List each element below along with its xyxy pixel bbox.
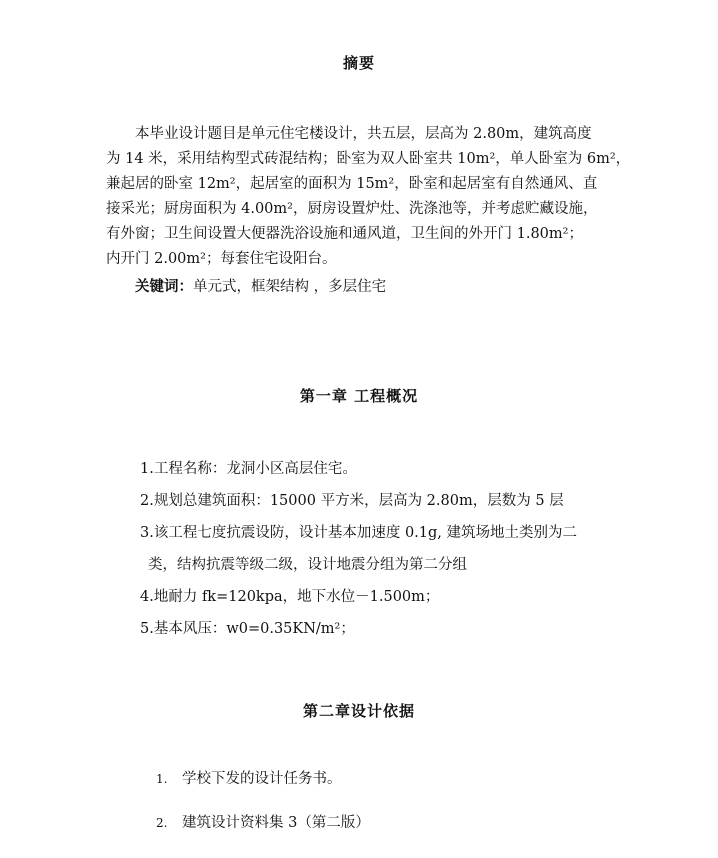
list-item: 5.基本风压：w0=0.35KN/m²； bbox=[140, 621, 355, 637]
abstract-line: 有外窗；卫生间设置大便器洗浴设施和通风道，卫生间的外开门 1.80m²； bbox=[106, 226, 583, 242]
keywords-label: 关键词： bbox=[135, 279, 193, 295]
list-item bbox=[156, 809, 370, 853]
chapter2-title: 第二章设计依据 bbox=[302, 702, 415, 720]
list-text: 建筑设计资料集 3（第二版） bbox=[182, 815, 370, 831]
keywords bbox=[135, 276, 386, 298]
chapter2-list bbox=[156, 765, 370, 853]
abstract-title: 摘要 bbox=[342, 54, 375, 72]
list-number: 1. bbox=[156, 772, 168, 786]
list-item bbox=[156, 765, 370, 809]
list-item: 2.规划总建筑面积：15000 平方米，层高为 2.80m，层数为 5 层 bbox=[140, 493, 564, 509]
keywords-value: 单元式，框架结构 ，多层住宅 bbox=[193, 279, 387, 295]
chapter1-title: 第一章 工程概况 bbox=[299, 387, 419, 405]
list-item: 类，结构抗震等级二级，设计地震分组为第二分组 bbox=[148, 557, 467, 573]
list-item: 3.该工程七度抗震设防，设计基本加速度 0.1g, 建筑场地土类别为二 bbox=[140, 525, 578, 541]
abstract-line: 本毕业设计题目是单元住宅楼设计，共五层，层高为 2.80m，建筑高度 bbox=[135, 126, 592, 142]
abstract-line: 为 14 米，采用结构型式砖混结构；卧室为双人卧室共 10m²，单人卧室为 6m²， bbox=[106, 151, 631, 167]
abstract-line: 内开门 2.00m²；每套住宅设阳台。 bbox=[106, 251, 337, 267]
list-text: 学校下发的设计任务书。 bbox=[182, 771, 342, 787]
list-item: 4.地耐力 fk=120kpa，地下水位－1.500m； bbox=[140, 589, 440, 605]
chapter1-list bbox=[140, 453, 660, 645]
abstract-body bbox=[106, 122, 652, 272]
abstract-line: 兼起居的卧室 12m²，起居室的面积为 15m²，卧室和起居室有自然通风、直 bbox=[106, 176, 598, 192]
list-number: 2. bbox=[156, 816, 168, 830]
abstract-line: 接采光；厨房面积为 4.00m²，厨房设置炉灶、洗涤池等，并考虑贮藏设施， bbox=[106, 201, 598, 217]
list-item: 1.工程名称：龙洞小区高层住宅。 bbox=[140, 461, 357, 477]
